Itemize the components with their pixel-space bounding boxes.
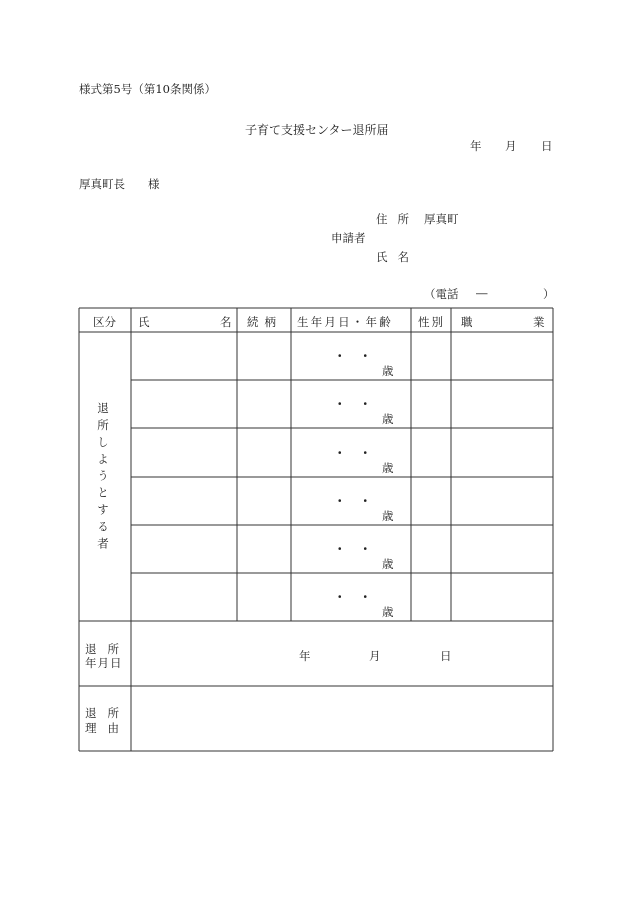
page-title: 子育て支援センター退所届 (245, 123, 389, 137)
reason-label: 退所 (85, 706, 130, 720)
birth-date-dots: ・・ (334, 446, 385, 460)
birth-date-dots: ・・ (334, 494, 385, 508)
birth-date-dots: ・・ (334, 542, 385, 556)
date-year-label: 年 (470, 139, 482, 153)
header-occupation-1: 職 (461, 315, 473, 329)
phone-dash: ― (476, 286, 488, 300)
age-unit: 歳 (382, 412, 394, 426)
header-occupation-2: 業 (533, 315, 545, 329)
date-day-label: 日 (541, 139, 553, 153)
header-given-name: 名 (220, 315, 232, 329)
age-unit: 歳 (382, 605, 394, 619)
addressee: 厚真町長 (79, 177, 125, 191)
address-value: 厚真町 (424, 212, 459, 226)
leave-date-label-ymd: 年月日 (85, 656, 123, 670)
reason-label-riyu: 理由 (85, 721, 130, 735)
leave-date-month: 月 (369, 649, 381, 663)
addressee-suffix: 様 (148, 177, 160, 191)
phone-close: ） (543, 287, 555, 301)
age-unit: 歳 (382, 461, 394, 475)
header-kubun: 区分 (93, 315, 116, 329)
form-number: 様式第5号（第10条関係） (79, 82, 216, 96)
leave-date-label: 退所 (85, 642, 130, 656)
age-unit: 歳 (382, 364, 394, 378)
header-surname: 氏 (138, 315, 150, 329)
birth-date-dots: ・・ (334, 349, 385, 363)
age-unit: 歳 (382, 509, 394, 523)
header-sex: 性別 (418, 315, 445, 329)
name-label: 氏名 (376, 250, 419, 264)
header-birth-age: 生年月日・年齢 (297, 315, 393, 329)
leave-date-day: 日 (440, 649, 452, 663)
age-unit: 歳 (382, 557, 394, 571)
leave-date-year: 年 (299, 649, 311, 663)
group-label-leaving-persons: 退所しようとする者 (96, 402, 110, 555)
phone-label: （電話 (424, 287, 459, 301)
date-month-label: 月 (505, 139, 517, 153)
birth-date-dots: ・・ (334, 397, 385, 411)
header-relationship: 続柄 (247, 315, 282, 329)
address-label: 住所 (376, 212, 419, 226)
birth-date-dots: ・・ (334, 590, 385, 604)
applicant-label: 申請者 (331, 231, 366, 245)
